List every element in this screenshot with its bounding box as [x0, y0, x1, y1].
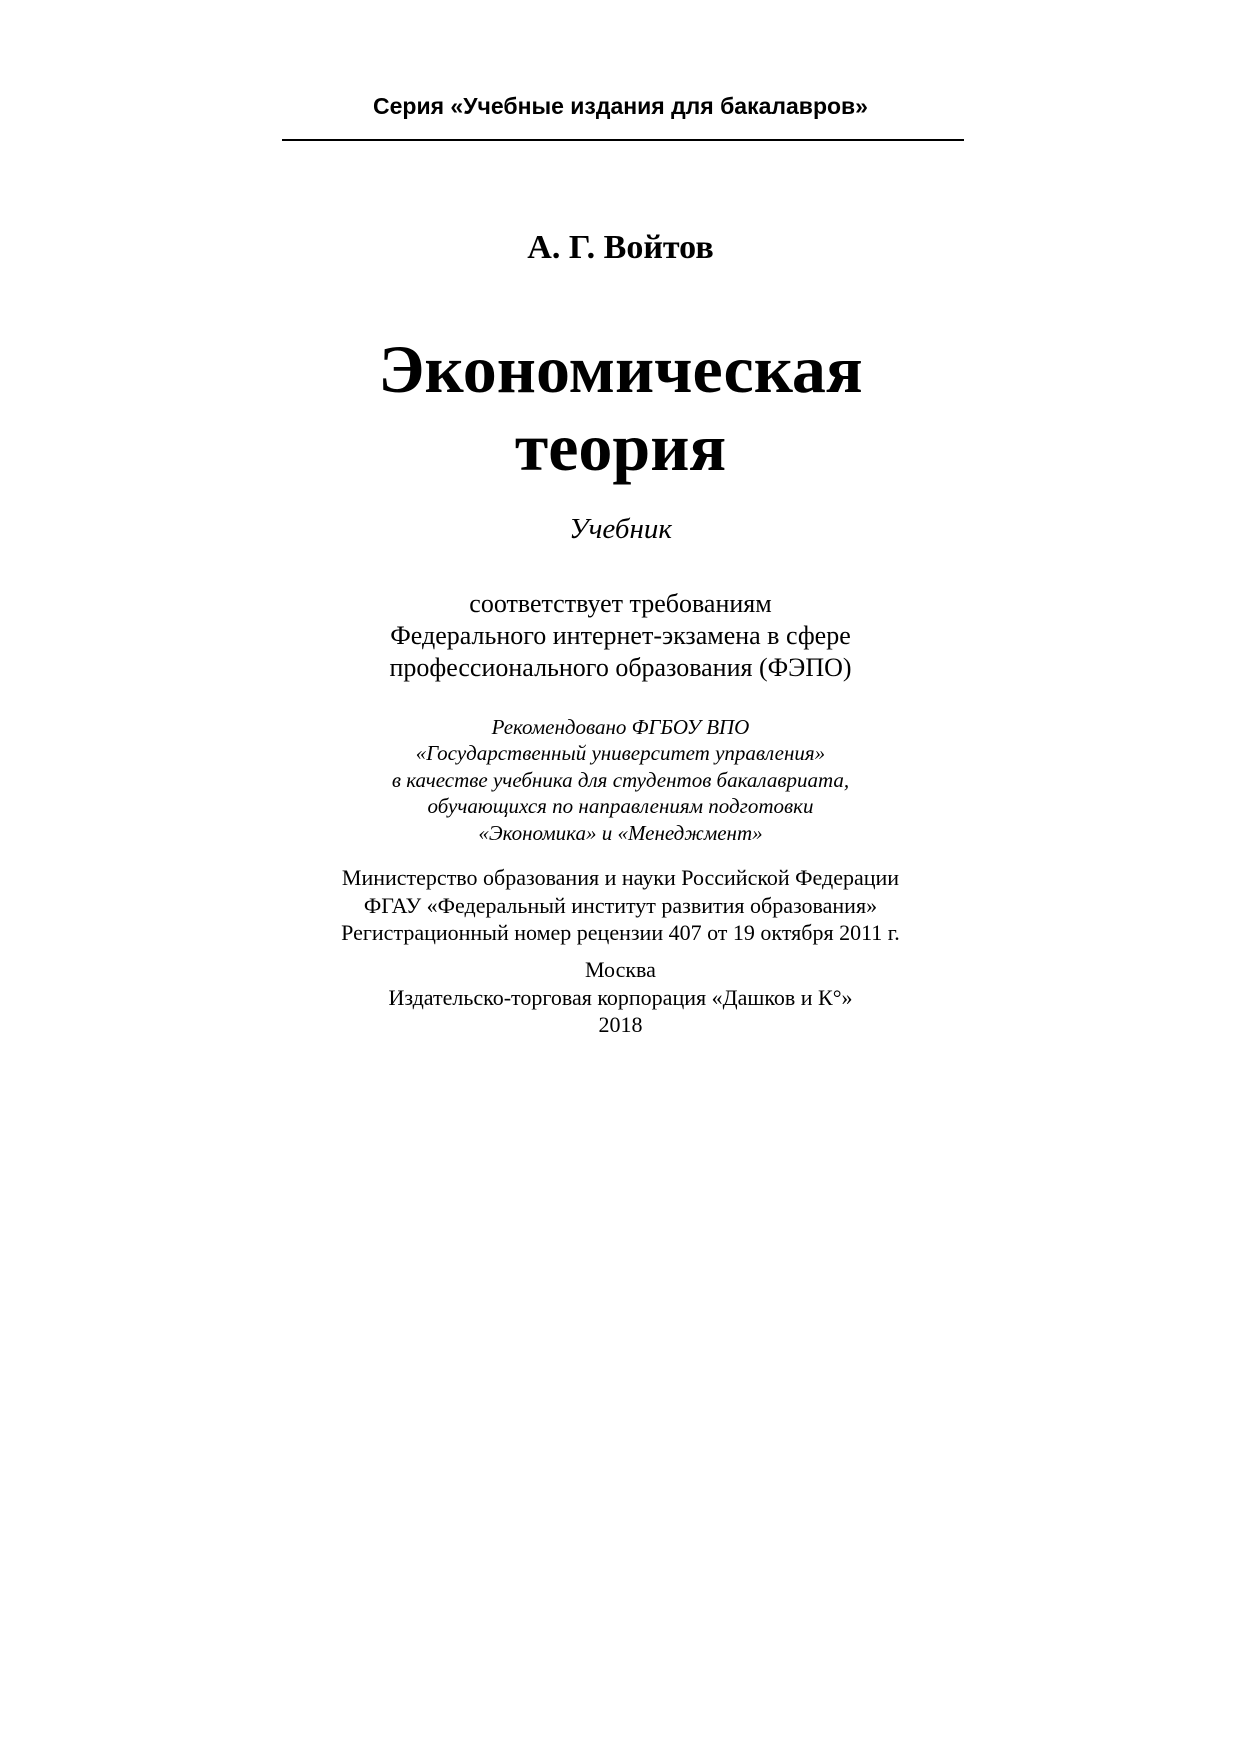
- book-type: Учебник: [569, 513, 672, 545]
- book-title: [0, 330, 1241, 486]
- compliance-line-3: профессионального образования (ФЭПО): [389, 653, 852, 682]
- recommendation-line-2: «Государственный университет управления»: [415, 741, 826, 766]
- compliance-note: [0, 588, 1241, 684]
- recommendation-line-4: обучающихся по направлениям подготовки: [427, 794, 814, 819]
- ministry-line-2: ФГАУ «Федеральный институт развития образования»: [363, 892, 878, 918]
- book-title-line-2: теория: [514, 409, 727, 485]
- book-title-line-1: Экономическая: [378, 331, 863, 407]
- recommendation-note: [0, 714, 1241, 846]
- publisher-city: Москва: [585, 957, 656, 982]
- publisher-name: Издательско-торговая корпорация «Дашков и К°»: [388, 984, 853, 1010]
- recommendation-line-1: Рекомендовано ФГБОУ ВПО: [491, 715, 750, 739]
- publication-year: 2018: [598, 1012, 643, 1037]
- publisher-info: [0, 956, 1241, 1039]
- ministry-line-1: Министерство образования и науки Российской Федерации: [341, 865, 900, 890]
- ministry-line-3: Регистрационный номер рецензии 407 от 19 октября 2011 г.: [341, 920, 900, 945]
- recommendation-line-3: в качестве учебника для студентов бакалавриата,: [391, 767, 850, 792]
- compliance-line-2: Федерального интернет-экзамена в сфере: [390, 621, 851, 650]
- series-heading: Серия «Учебные издания для бакалавров»: [373, 93, 868, 119]
- compliance-line-1: соответствует требованиям: [469, 589, 772, 618]
- recommendation-line-5: «Экономика» и «Менеджмент»: [478, 820, 763, 845]
- header-divider: [282, 139, 964, 141]
- ministry-approval: [0, 864, 1241, 947]
- author-name: А. Г. Войтов: [527, 229, 714, 266]
